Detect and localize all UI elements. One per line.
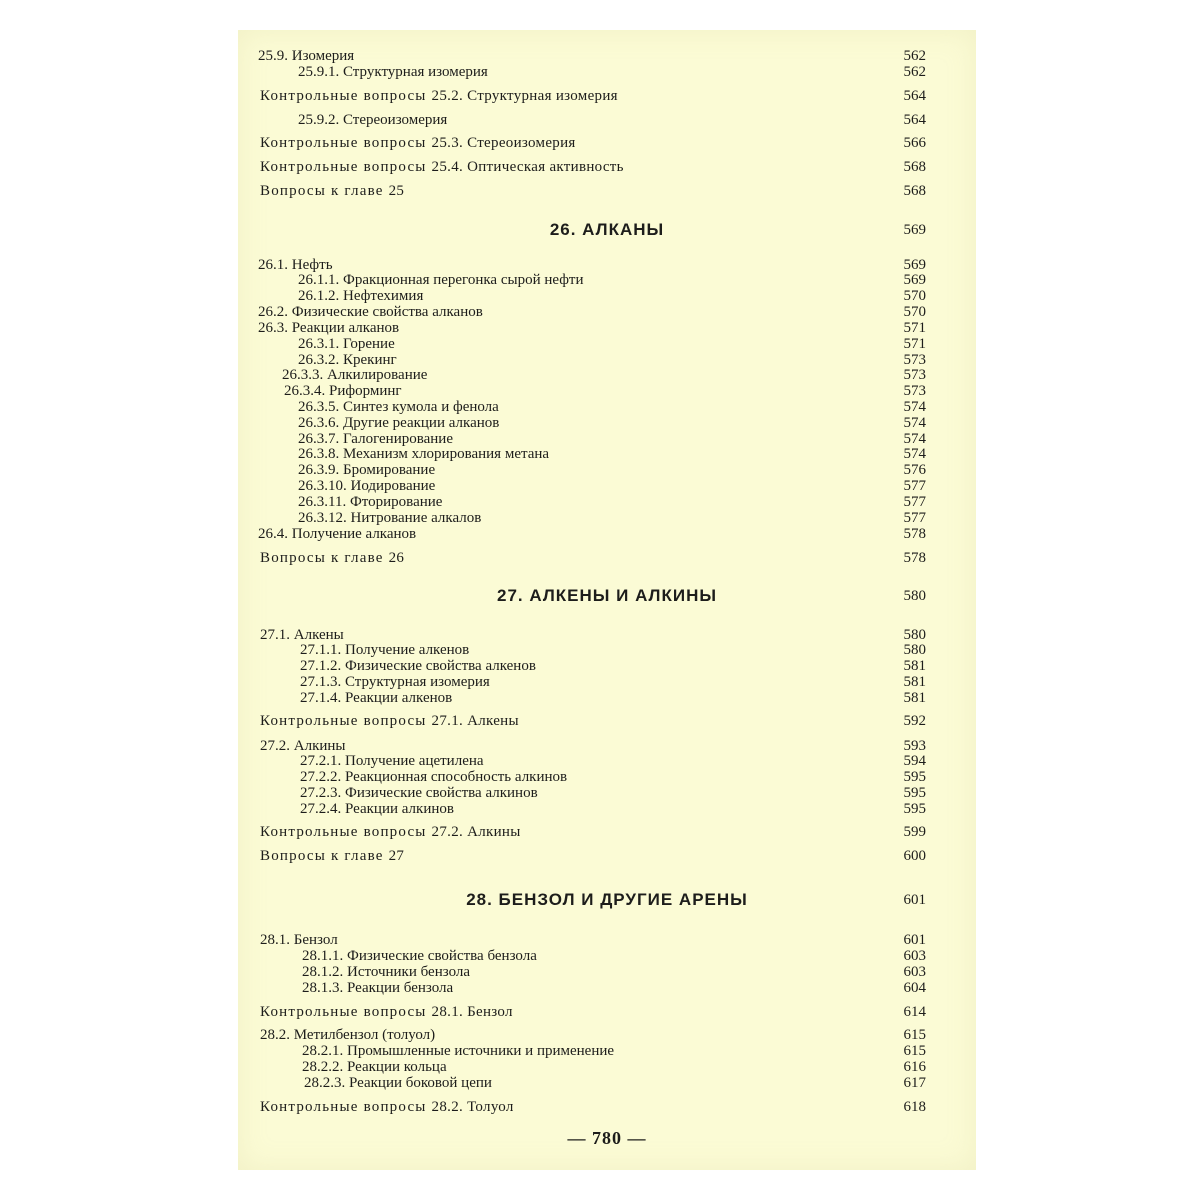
toc-entry-title: 26.4. Получение алканов [258, 526, 417, 542]
review-label: Вопросы к главе [260, 848, 384, 864]
toc-entry-title: 27.1.1. Получение алкенов [300, 642, 470, 658]
toc-page-number: 595 [903, 769, 926, 785]
toc-page-number: 576 [903, 462, 926, 478]
review-questions-entry [238, 134, 976, 152]
toc-entry [238, 525, 976, 543]
toc-entry-title: 26.3.7. Галогенирование [298, 431, 453, 447]
review-questions-entry [238, 158, 976, 176]
toc-page-number: 580 [903, 642, 926, 658]
toc-page-number: 616 [903, 1059, 926, 1075]
toc-page-number: 593 [903, 738, 926, 754]
toc-entry-title [260, 712, 519, 730]
toc-page-number: 568 [903, 183, 926, 199]
toc-page-number: 604 [903, 980, 926, 996]
toc-page-number: 569 [903, 272, 926, 288]
toc-page-number: 595 [903, 785, 926, 801]
review-label: Контрольные вопросы [260, 824, 427, 840]
review-label: Вопросы к главе [260, 550, 384, 566]
toc-entry-title: 25.9.1. Структурная изомерия [298, 64, 488, 80]
toc-page-number: 564 [903, 112, 926, 128]
toc-entry-title: 28.2.1. Промышленные источники и применение [302, 1043, 615, 1059]
toc-entry-title [260, 87, 618, 105]
toc-entry-title [260, 182, 404, 200]
book-page [238, 30, 976, 1170]
toc-page-number: 577 [903, 510, 926, 526]
review-questions-entry [238, 87, 976, 105]
review-reference: 28.1. Бензол [431, 1004, 513, 1020]
toc-entry-title: 26.3. Реакции алканов [258, 320, 400, 336]
toc-page-number: 601 [903, 932, 926, 948]
review-questions-entry [238, 712, 976, 730]
toc-entry-title [260, 823, 521, 841]
toc-page-number: 566 [903, 135, 926, 151]
review-questions-entry [238, 1098, 976, 1116]
toc-page-number: 581 [903, 658, 926, 674]
toc-entry-title: 28.1. Бензол [260, 932, 338, 948]
toc-entry-title: 26.3.8. Механизм хлорирования метана [298, 446, 550, 462]
chapter-heading [238, 584, 976, 608]
toc-entry-title: 25.9. Изомерия [258, 48, 355, 64]
toc-entry-title: 26.3.2. Крекинг [298, 352, 397, 368]
toc-page-number: 574 [903, 446, 926, 462]
review-label: Контрольные вопросы [260, 135, 427, 151]
toc-page-number: 581 [903, 674, 926, 690]
toc-entry-title: 26.3.4. Риформинг [284, 383, 402, 399]
toc-entry-title: 27.1. Алкены [260, 627, 344, 643]
toc-page-number: 573 [903, 367, 926, 383]
toc-page-number: 580 [903, 627, 926, 643]
toc-entry-title [260, 1098, 514, 1116]
toc-page-number: 615 [903, 1027, 926, 1043]
toc-entry-title: 26. АЛКАНЫ [549, 220, 665, 239]
toc-entry-title [260, 1003, 513, 1021]
toc-entry-title: 26.1.1. Фракционная перегонка сырой нефти [298, 272, 584, 288]
review-questions-entry [238, 847, 976, 865]
toc-entry-title: 25.9.2. Стереоизомерия [298, 112, 448, 128]
toc-entry-title: 28. БЕНЗОЛ И ДРУГИЕ АРЕНЫ [466, 890, 748, 909]
toc-entry [238, 63, 976, 81]
toc-entry-title: 28.1.2. Источники бензола [302, 964, 471, 980]
page-number: — 780 — [567, 1128, 647, 1148]
toc-entry-title: 26.1.2. Нефтехимия [298, 288, 424, 304]
toc-entry-title: 27.2.3. Физические свойства алкинов [300, 785, 538, 801]
toc-page-number: 564 [903, 88, 926, 104]
toc-page-number: 574 [903, 399, 926, 415]
toc-page-number: 577 [903, 478, 926, 494]
toc-entry [238, 689, 976, 707]
toc-page-number: 617 [903, 1075, 926, 1091]
chapter-heading [238, 218, 976, 242]
toc-page-number: 592 [903, 713, 926, 729]
review-label: Контрольные вопросы [260, 88, 427, 104]
toc-page-number: 571 [903, 320, 926, 336]
toc-entry-title: 26.3.5. Синтез кумола и фенола [298, 399, 499, 415]
toc-entry-title: 26.1. Нефть [258, 257, 333, 273]
toc-entry-title: 26.3.10. Иодирование [298, 478, 436, 494]
toc-page-number: 600 [903, 848, 926, 864]
toc-entry [238, 111, 976, 129]
toc-entry-title: 27.1.2. Физические свойства алкенов [300, 658, 536, 674]
review-label: Контрольные вопросы [260, 713, 427, 729]
review-reference: 25.3. Стереоизомерия [431, 135, 576, 151]
review-reference: 28.2. Толуол [431, 1099, 514, 1115]
toc-entry [238, 1074, 976, 1092]
toc-page-number: 577 [903, 494, 926, 510]
toc-page-number: 599 [903, 824, 926, 840]
toc-page-number: 569 [903, 257, 926, 273]
toc-entry-title: 26.3.12. Нитрование алкалов [298, 510, 482, 526]
toc-page-number: 568 [903, 159, 926, 175]
toc-entry [238, 800, 976, 818]
toc-page-number: 581 [903, 690, 926, 706]
review-reference: 26 [388, 550, 405, 566]
toc-entry-title: 27. АЛКЕНЫ И АЛКИНЫ [497, 586, 717, 605]
review-reference: 25.2. Структурная изомерия [431, 88, 618, 104]
toc-page-number: 603 [903, 948, 926, 964]
toc-page-number: 569 [903, 222, 926, 238]
toc-page-number: 570 [903, 304, 926, 320]
toc-page-number: 562 [903, 64, 926, 80]
review-questions-entry [238, 182, 976, 200]
toc-page-number: 573 [903, 352, 926, 368]
toc-page-number: 574 [903, 431, 926, 447]
review-questions-entry [238, 823, 976, 841]
toc-entry-title: 27.1.3. Структурная изомерия [300, 674, 490, 690]
toc-entry-title: 28.2.3. Реакции боковой цепи [304, 1075, 492, 1091]
review-questions-entry [238, 1003, 976, 1021]
review-label: Контрольные вопросы [260, 1004, 427, 1020]
review-reference: 27 [388, 848, 405, 864]
toc-page-number: 595 [903, 801, 926, 817]
toc-page-number: 578 [903, 550, 926, 566]
review-label: Контрольные вопросы [260, 1099, 427, 1115]
review-reference: 27.2. Алкины [431, 824, 521, 840]
toc-page-number: 571 [903, 336, 926, 352]
toc-entry-title: 28.1.3. Реакции бензола [302, 980, 454, 996]
review-label: Контрольные вопросы [260, 159, 427, 175]
toc-entry-title [260, 158, 624, 176]
toc-entry [238, 979, 976, 997]
review-reference: 25.4. Оптическая активность [431, 159, 624, 175]
toc-entry-title: 26.3.3. Алкилирование [282, 367, 428, 383]
toc-entry-title: 28.2.2. Реакции кольца [302, 1059, 447, 1075]
toc-page-number: 578 [903, 526, 926, 542]
toc-page-number: 562 [903, 48, 926, 64]
toc-entry-title: 26.3.6. Другие реакции алканов [298, 415, 500, 431]
toc-entry-title: 28.2. Метилбензол (толуол) [260, 1027, 436, 1043]
toc-entry-title: 28.1.1. Физические свойства бензола [302, 948, 537, 964]
toc-page-number: 594 [903, 753, 926, 769]
toc-page-number: 603 [903, 964, 926, 980]
toc-page-number: 574 [903, 415, 926, 431]
chapter-heading [238, 888, 976, 912]
toc-page-number: 570 [903, 288, 926, 304]
toc-entry-title: 26.3.1. Горение [298, 336, 395, 352]
toc-entry-title: 27.2.1. Получение ацетилена [300, 753, 484, 769]
toc-page-number: 573 [903, 383, 926, 399]
review-reference: 27.1. Алкены [431, 713, 519, 729]
toc-entry-title: 27.2. Алкины [260, 738, 346, 754]
toc-page-number: 618 [903, 1099, 926, 1115]
toc-entry-title: 27.1.4. Реакции алкенов [300, 690, 453, 706]
toc-entry-title [260, 549, 404, 567]
toc-entry-title: 26.3.9. Бромирование [298, 462, 436, 478]
toc-entry-title [260, 134, 576, 152]
toc-entry-title [260, 847, 404, 865]
toc-entry-title: 27.2.4. Реакции алкинов [300, 801, 454, 817]
toc-page-number: 601 [903, 892, 926, 908]
toc-page-number: 614 [903, 1004, 926, 1020]
toc-entry-title: 26.2. Физические свойства алканов [258, 304, 483, 320]
toc-entry-title: 26.3.11. Фторирование [298, 494, 443, 510]
toc-page-number: 615 [903, 1043, 926, 1059]
toc-entry-title: 27.2.2. Реакционная способность алкинов [300, 769, 568, 785]
review-label: Вопросы к главе [260, 183, 384, 199]
review-reference: 25 [388, 183, 405, 199]
toc-page-number: 580 [903, 588, 926, 604]
review-questions-entry [238, 549, 976, 567]
